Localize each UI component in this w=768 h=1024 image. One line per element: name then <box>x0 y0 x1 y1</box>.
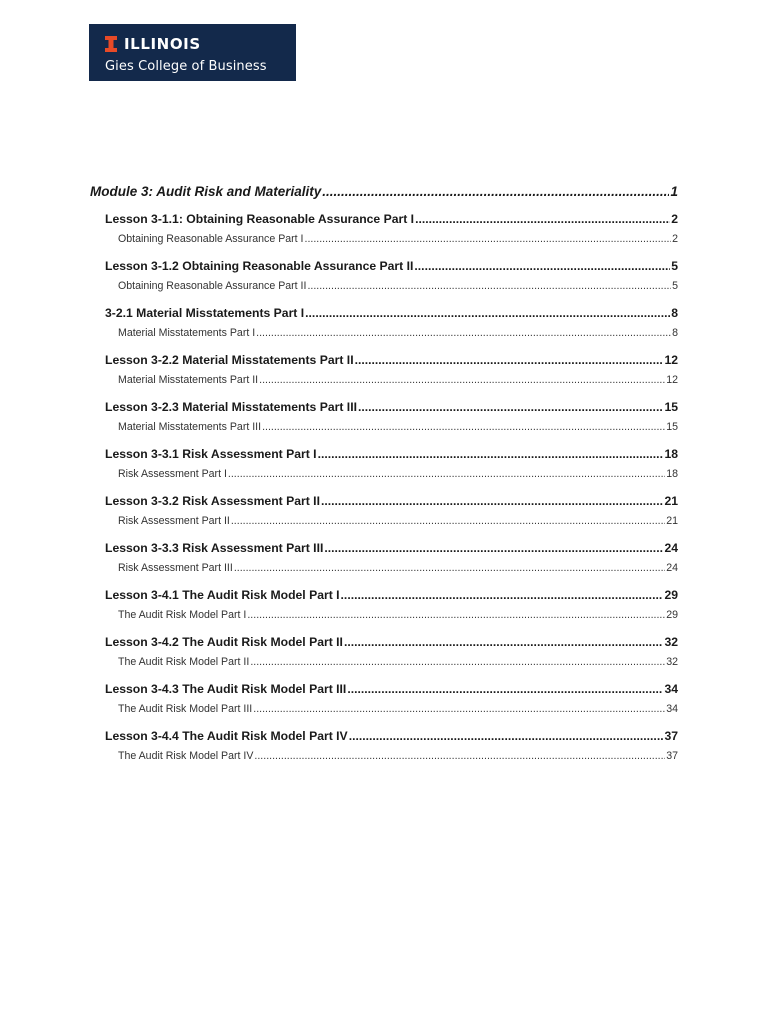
toc-leader-dots <box>305 233 672 245</box>
toc-entry-title: The Audit Risk Model Part I <box>118 609 247 621</box>
toc-entry-title: Lesson 3-4.3 The Audit Risk Model Part III <box>105 682 347 696</box>
toc-leader-dots <box>250 656 665 668</box>
toc-subentry[interactable] <box>90 280 678 294</box>
toc-entry-page: 5 <box>672 280 678 292</box>
toc-leader-dots <box>318 447 664 461</box>
toc-lesson-entry[interactable] <box>90 729 678 746</box>
toc-entry-title: Lesson 3-2.3 Material Misstatements Part III <box>105 400 357 414</box>
toc-subentry[interactable] <box>90 374 678 388</box>
logo-wordmark: ILLINOIS <box>124 35 201 53</box>
toc-subentry[interactable] <box>90 609 678 623</box>
toc-subentry[interactable] <box>90 468 678 482</box>
toc-entry-page: 12 <box>664 353 678 367</box>
toc-leader-dots <box>254 750 665 762</box>
toc-lesson-entry[interactable] <box>90 306 678 323</box>
toc-subentry[interactable] <box>90 656 678 670</box>
toc-entry-page: 37 <box>664 729 678 743</box>
toc-entry-page: 5 <box>671 259 678 273</box>
toc-leader-dots <box>247 609 665 621</box>
toc-entry-page: 18 <box>666 468 678 480</box>
toc-entry-title: Lesson 3-3.1 Risk Assessment Part I <box>105 447 317 461</box>
toc-entry-page: 15 <box>666 421 678 433</box>
toc-entry-page: 24 <box>664 541 678 555</box>
toc-lesson-entry[interactable] <box>90 682 678 699</box>
toc-entry-page: 8 <box>672 327 678 339</box>
toc-leader-dots <box>231 515 665 527</box>
toc-leader-dots <box>414 259 670 273</box>
toc-entry-title: The Audit Risk Model Part II <box>118 656 250 668</box>
toc-leader-dots <box>347 682 663 696</box>
toc-module-entry[interactable] <box>90 184 678 202</box>
toc-lesson-entry[interactable] <box>90 635 678 652</box>
toc-leader-dots <box>256 327 671 339</box>
toc-leader-dots <box>321 494 663 508</box>
toc-lesson-list <box>90 212 678 764</box>
toc-entry-title: Lesson 3-3.2 Risk Assessment Part II <box>105 494 320 508</box>
toc-entry-title: Lesson 3-1.2 Obtaining Reasonable Assurance Part II <box>105 259 414 273</box>
toc-entry-page: 12 <box>666 374 678 386</box>
toc-entry-title: Risk Assessment Part III <box>118 562 233 574</box>
toc-lesson-entry[interactable] <box>90 447 678 464</box>
toc-entry-title: Lesson 3-3.3 Risk Assessment Part III <box>105 541 324 555</box>
toc-subentry[interactable] <box>90 421 678 435</box>
toc-leader-dots <box>355 353 664 367</box>
toc-entry-page: 21 <box>664 494 678 508</box>
toc-leader-dots <box>358 400 663 414</box>
toc-entry-page: 32 <box>666 656 678 668</box>
toc-entry-title: Obtaining Reasonable Assurance Part I <box>118 233 304 245</box>
toc-leader-dots <box>344 635 664 649</box>
toc-leader-dots <box>305 306 670 320</box>
toc-leader-dots <box>259 374 665 386</box>
toc-entry-title: Obtaining Reasonable Assurance Part II <box>118 280 307 292</box>
toc-leader-dots <box>349 729 664 743</box>
toc-entry-page: 37 <box>666 750 678 762</box>
toc-leader-dots <box>253 703 665 715</box>
toc-subentry[interactable] <box>90 750 678 764</box>
toc-entry-page: 1 <box>670 184 678 199</box>
logo-top-row <box>105 34 296 54</box>
toc-entry-title: Lesson 3-1.1: Obtaining Reasonable Assurance Part I <box>105 212 415 226</box>
toc-subentry[interactable] <box>90 233 678 247</box>
toc-entry-title: Lesson 3-2.2 Material Misstatements Part II <box>105 353 354 367</box>
toc-entry-title: Lesson 3-4.1 The Audit Risk Model Part I <box>105 588 340 602</box>
toc-leader-dots <box>322 184 669 199</box>
table-of-contents <box>90 184 678 764</box>
toc-entry-title: Module 3: Audit Risk and Materiality <box>90 184 322 199</box>
toc-entry-page: 34 <box>666 703 678 715</box>
toc-entry-page: 29 <box>664 588 678 602</box>
toc-entry-page: 24 <box>666 562 678 574</box>
toc-entry-title: Risk Assessment Part I <box>118 468 227 480</box>
toc-leader-dots <box>234 562 665 574</box>
toc-lesson-entry[interactable] <box>90 353 678 370</box>
toc-leader-dots <box>307 280 671 292</box>
toc-entry-title: The Audit Risk Model Part III <box>118 703 253 715</box>
toc-entry-title: Lesson 3-4.4 The Audit Risk Model Part IV <box>105 729 348 743</box>
toc-lesson-entry[interactable] <box>90 588 678 605</box>
toc-lesson-entry[interactable] <box>90 541 678 558</box>
logo-subtitle: Gies College of Business <box>105 59 267 74</box>
toc-subentry[interactable] <box>90 327 678 341</box>
toc-lesson-entry[interactable] <box>90 494 678 511</box>
toc-lesson-entry[interactable] <box>90 259 678 276</box>
toc-leader-dots <box>341 588 664 602</box>
toc-entry-title: Risk Assessment Part II <box>118 515 230 527</box>
toc-entry-page: 2 <box>671 212 678 226</box>
toc-entry-title: 3-2.1 Material Misstatements Part I <box>105 306 305 320</box>
toc-entry-page: 15 <box>664 400 678 414</box>
toc-subentry[interactable] <box>90 562 678 576</box>
block-i-icon <box>105 36 117 52</box>
toc-entry-page: 8 <box>671 306 678 320</box>
toc-entry-page: 29 <box>666 609 678 621</box>
toc-entry-page: 34 <box>664 682 678 696</box>
toc-leader-dots <box>415 212 670 226</box>
toc-entry-page: 18 <box>664 447 678 461</box>
toc-entry-title: The Audit Risk Model Part IV <box>118 750 254 762</box>
illinois-gies-logo <box>89 24 296 81</box>
toc-subentry[interactable] <box>90 515 678 529</box>
toc-entry-title: Material Misstatements Part II <box>118 374 259 386</box>
toc-leader-dots <box>262 421 665 433</box>
toc-entry-title: Material Misstatements Part III <box>118 421 262 433</box>
toc-entry-page: 2 <box>672 233 678 245</box>
toc-lesson-entry[interactable] <box>90 400 678 417</box>
toc-subentry[interactable] <box>90 703 678 717</box>
toc-entry-page: 32 <box>664 635 678 649</box>
toc-leader-dots <box>228 468 665 480</box>
toc-leader-dots <box>324 541 663 555</box>
toc-lesson-entry[interactable] <box>90 212 678 229</box>
toc-entry-page: 21 <box>666 515 678 527</box>
toc-entry-title: Lesson 3-4.2 The Audit Risk Model Part II <box>105 635 343 649</box>
toc-entry-title: Material Misstatements Part I <box>118 327 256 339</box>
